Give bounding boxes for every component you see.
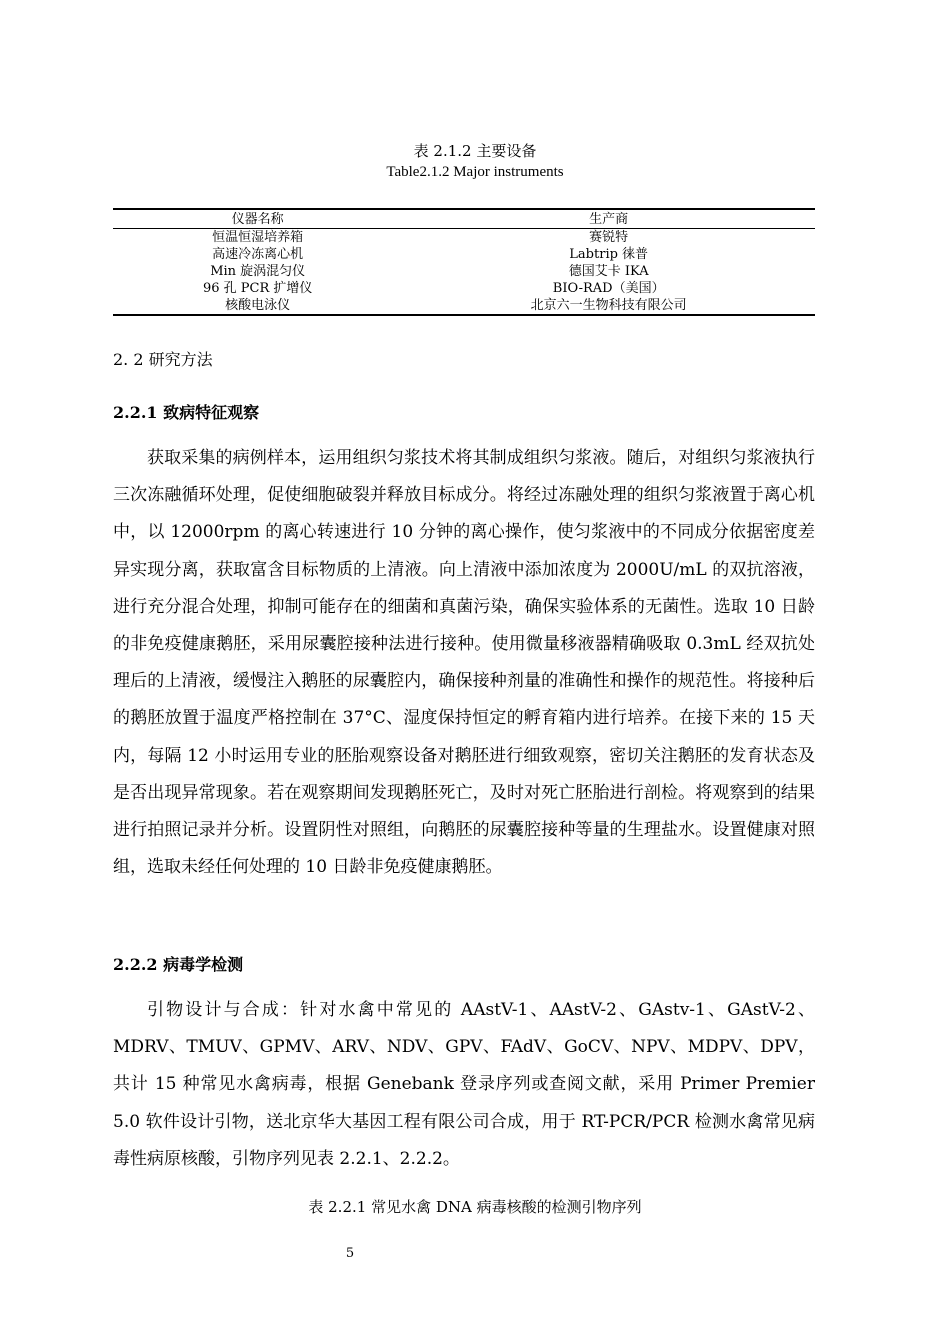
manufacturer-cell: 赛锐特 <box>589 229 629 245</box>
manufacturer-cell: 德国艾卡 IKA <box>568 263 649 279</box>
paragraph-pathogenic-observation: 获取采集的病例样本，运用组织匀浆技术将其制成组织匀浆液。随后，对组织匀浆液执行三次冻融循环处理，促使细胞破裂并释放目标成分。将经过冻融处理的组织匀浆液置于离心机中，以 12000rpm 的离心转速进行 10 分钟的离心操作，使匀浆液中的不同成分依据密度差异实现分离，获取富含目标物质的上清液。向上清液中添加浓度为 2000U/mL 的双抗溶液，进行充分混合处理，抑制可能存在的细菌和真菌污染，确保实验体系的无菌性。选取 10 日龄的非免疫健康鹅胚，采用尿囊腔接种法进行接种。使用微量移液器精确吸取 0.3mL 经双抗处理后的上清液，缓慢注入鹅胚的尿囊腔内，确保接种剂量的准确性和操作的规范性。将接种后的鹅胚放置于温度严格控制在 37°C、湿度保持恒定的孵育箱内进行培养。在接下来的 15 天内，每隔 12 小时运用专业的胚胎观察设备对鹅胚进行细致观察，密切关注鹅胚的发育状态及是否出现异常现象。若在观察期间发现鹅胚死亡，及时对死亡胚胎进行剖检。将观察到的结果进行拍照记录并分析。设置阴性对照组，向鹅胚的尿囊腔接种等量的生理盐水。设置健康对照组，选取未经任何处理的 10 日龄非免疫健康鹅胚。 <box>113 448 815 878</box>
section-heading-pathogenic-observation: 2.2.1 致病特征观察 <box>113 403 260 422</box>
table-221-caption: 表 2.2.1 常见水禽 DNA 病毒核酸的检测引物序列 <box>308 1198 642 1216</box>
instrument-cell: 高速冷冻离心机 <box>212 246 304 262</box>
table-row <box>113 246 815 263</box>
table-row <box>113 297 815 315</box>
section-heading-research-methods: 2. 2 研究方法 <box>113 350 213 369</box>
manufacturer-cell: 北京六一生物科技有限公司 <box>402 297 815 315</box>
header-instrument-name: 仪器名称 <box>113 209 402 229</box>
manufacturer-cell: BIO-RAD（美国） <box>552 280 665 296</box>
paragraph-virology-detection: 引物设计与合成：针对水禽中常见的 AAstV-1、AAstV-2、GAstv-1、GAstV-2、MDRV、TMUV、GPMV、ARV、NDV、GPV、FAdV、GoCV、NPV、MDPV、DPV，共计 15 种常见水禽病毒，根据 Genebank 登录序列或查阅文献，采用 Primer Premier 5.0 软件设计引物，送北京华大基因工程有限公司合成，用于 RT-PCR/PCR 检测水禽常见病毒性病原核酸，引物序列见表 2.2.1、2.2.2。 <box>113 1000 816 1169</box>
header-manufacturer: 生产商 <box>402 209 815 229</box>
table-caption-en: Table2.1.2 Major instruments <box>386 164 564 180</box>
page-number: 5 <box>345 1246 355 1261</box>
instruments-table <box>113 208 815 316</box>
table-row <box>113 229 815 247</box>
table-caption-cn: 表 2.1.2 主要设备 <box>413 142 537 160</box>
instrument-cell: Min 旋涡混匀仪 <box>210 263 306 279</box>
table-row <box>113 280 815 297</box>
section-heading-virology-detection: 2.2.2 病毒学检测 <box>113 955 244 974</box>
table-row <box>113 263 815 280</box>
table-header-row <box>113 209 815 229</box>
instrument-cell: 恒温恒湿培养箱 <box>212 229 304 245</box>
instrument-cell: 96 孔 PCR 扩增仪 <box>202 280 313 296</box>
manufacturer-cell: Labtrip 徕普 <box>569 246 649 262</box>
instrument-cell: 核酸电泳仪 <box>113 297 402 315</box>
